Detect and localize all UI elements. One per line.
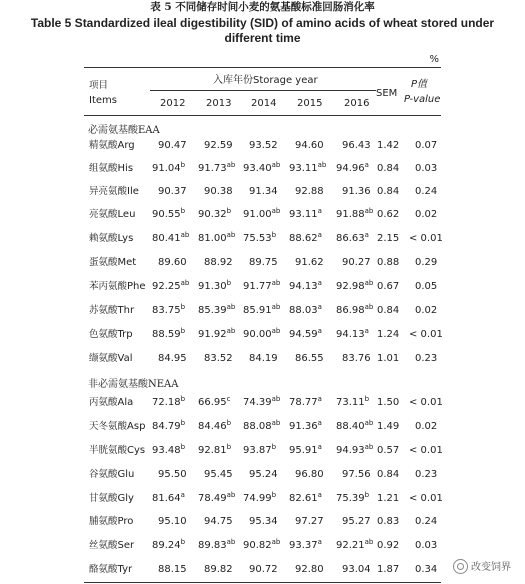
row-label-his: 组氨酸His [89, 163, 134, 174]
row-label-met: 蛋氨酸Met [89, 257, 137, 268]
sem-ser: 0.92 [377, 540, 400, 551]
value-asp-2012: 84.79$^b$ [152, 419, 186, 432]
p-value-ala: < 0.01 [409, 397, 443, 408]
value-tyr-2015: 92.80 [295, 564, 324, 575]
value-asp-2015: 91.36$^a$ [289, 419, 322, 432]
section-eaa: 必需氨基酸EAA [88, 125, 160, 136]
value-glu-2014: 95.24 [249, 469, 278, 480]
value-leu-2012: 90.55$^b$ [152, 207, 186, 220]
value-tyr-2012: 88.15 [158, 564, 187, 575]
p-value-pro: 0.24 [415, 516, 438, 527]
value-met-2013: 88.92 [204, 257, 233, 268]
value-phe-2013: 91.30$^b$ [198, 279, 232, 292]
value-met-2014: 89.75 [249, 257, 278, 268]
sem-his: 0.84 [377, 163, 400, 174]
unit-label: % [429, 54, 439, 65]
sem-lys: 2.15 [377, 233, 400, 244]
p-value-lys: < 0.01 [409, 233, 443, 244]
value-glu-2016: 97.56 [342, 469, 371, 480]
sem-ile: 0.84 [377, 186, 400, 197]
p-value-tyr: 0.34 [415, 564, 438, 575]
value-his-2014: 93.40$^{ab}$ [243, 161, 281, 174]
row-label-asp: 天冬氨酸Asp [89, 421, 146, 432]
value-cys-2014: 93.87$^b$ [243, 443, 277, 456]
p-value-glu: 0.23 [415, 469, 438, 480]
value-tyr-2013: 89.82 [204, 564, 233, 575]
header-year-2012: 2012 [160, 98, 186, 109]
value-trp-2015: 94.59$^a$ [289, 327, 322, 340]
value-thr-2014: 85.91$^{ab}$ [243, 303, 281, 316]
row-label-cys: 半胱氨酸Cys [89, 445, 146, 456]
value-lys-2012: 80.41$^{ab}$ [152, 231, 190, 244]
value-cys-2016: 94.93$^{ab}$ [336, 443, 374, 456]
sem-phe: 0.67 [377, 281, 400, 292]
value-ala-2016: 73.11$^b$ [336, 395, 370, 408]
value-pro-2012: 95.10 [158, 516, 187, 527]
value-ser-2014: 90.82$^{ab}$ [243, 538, 281, 551]
row-label-glu: 谷氨酸Glu [89, 469, 135, 480]
value-tyr-2016: 93.04 [342, 564, 371, 575]
value-thr-2016: 86.98$^{ab}$ [336, 303, 374, 316]
p-value-leu: 0.02 [415, 209, 438, 220]
value-leu-2013: 90.32$^b$ [198, 207, 232, 220]
value-cys-2015: 95.91$^a$ [289, 443, 322, 456]
value-cys-2012: 93.48$^b$ [152, 443, 186, 456]
header-year-2013: 2013 [206, 98, 232, 109]
value-asp-2016: 88.40$^{ab}$ [336, 419, 374, 432]
sem-met: 0.88 [377, 257, 400, 268]
p-value-ser: 0.03 [415, 540, 438, 551]
value-ser-2012: 89.24$^b$ [152, 538, 186, 551]
value-arg-2016: 96.43 [342, 140, 371, 151]
header-p-en: P-value [404, 94, 441, 105]
header-year-2014: 2014 [251, 98, 277, 109]
value-arg-2014: 93.52 [249, 140, 278, 151]
value-glu-2012: 95.50 [158, 469, 187, 480]
value-gly-2012: 81.64$^a$ [152, 491, 185, 504]
value-trp-2014: 90.00$^{ab}$ [243, 327, 281, 340]
table-title-cn: 表 5 不同储存时间小麦的氨基酸标准回肠消化率 [150, 1, 375, 13]
sem-cys: 0.57 [377, 445, 400, 456]
value-thr-2012: 83.75$^b$ [152, 303, 186, 316]
p-value-val: 0.23 [415, 353, 438, 364]
p-value-trp: < 0.01 [409, 329, 443, 340]
value-phe-2014: 91.77$^{ab}$ [243, 279, 281, 292]
header-year-2016: 2016 [344, 98, 370, 109]
value-ala-2012: 72.18$^b$ [152, 395, 186, 408]
value-cys-2013: 92.81$^b$ [198, 443, 232, 456]
row-label-val: 缬氨酸Val [89, 353, 133, 364]
row-label-leu: 亮氨酸Leu [89, 209, 136, 220]
row-label-tyr: 酪氨酸Tyr [89, 564, 133, 575]
value-trp-2012: 88.59$^b$ [152, 327, 186, 340]
value-glu-2015: 96.80 [295, 469, 324, 480]
watermark-text: 改变饲界 [471, 561, 511, 573]
value-met-2015: 91.62 [295, 257, 324, 268]
row-label-ser: 丝氨酸Ser [89, 540, 135, 551]
bottom-rule [84, 582, 441, 583]
value-leu-2014: 91.00$^{ab}$ [243, 207, 281, 220]
header-bottom-rule [84, 115, 441, 116]
value-pro-2013: 94.75 [204, 516, 233, 527]
section-neaa: 非必需氨基酸NEAA [88, 379, 179, 390]
value-ile-2016: 91.36 [342, 186, 371, 197]
value-ala-2014: 74.39$^{ab}$ [243, 395, 281, 408]
value-met-2016: 90.27 [342, 257, 371, 268]
value-tyr-2014: 90.72 [249, 564, 278, 575]
value-thr-2015: 88.03$^a$ [289, 303, 322, 316]
value-lys-2015: 88.62$^a$ [289, 231, 322, 244]
value-arg-2015: 94.60 [295, 140, 324, 151]
value-gly-2014: 74.99$^b$ [243, 491, 277, 504]
value-ile-2015: 92.88 [295, 186, 324, 197]
value-ser-2015: 93.37$^a$ [289, 538, 322, 551]
row-label-arg: 精氨酸Arg [89, 140, 135, 151]
value-asp-2013: 84.46$^b$ [198, 419, 232, 432]
value-gly-2016: 75.39$^b$ [336, 491, 370, 504]
row-label-lys: 赖氨酸Lys [89, 233, 134, 244]
p-value-phe: 0.05 [415, 281, 438, 292]
value-val-2012: 84.95 [158, 353, 187, 364]
value-phe-2015: 94.13$^a$ [289, 279, 322, 292]
value-ile-2014: 91.34 [249, 186, 278, 197]
value-leu-2015: 93.11$^a$ [289, 207, 322, 220]
value-gly-2013: 78.49$^{ab}$ [198, 491, 236, 504]
table-title-en: Table 5 Standardized ileal digestibility (SID) of amino acids of wheat stored under different time [30, 16, 495, 45]
value-his-2016: 94.96$^a$ [336, 161, 369, 174]
value-lys-2014: 75.53$^b$ [243, 231, 277, 244]
sem-ala: 1.50 [377, 397, 400, 408]
p-value-his: 0.03 [415, 163, 438, 174]
row-label-ala: 丙氨酸Ala [89, 397, 134, 408]
value-pro-2015: 97.27 [295, 516, 324, 527]
value-trp-2016: 94.13$^a$ [336, 327, 369, 340]
value-leu-2016: 91.88$^{ab}$ [336, 207, 374, 220]
p-value-met: 0.29 [415, 257, 438, 268]
value-ala-2015: 78.77$^a$ [289, 395, 322, 408]
watermark [453, 558, 511, 575]
value-gly-2015: 82.61$^a$ [289, 491, 322, 504]
sem-tyr: 1.87 [377, 564, 400, 575]
value-arg-2013: 92.59 [204, 140, 233, 151]
value-ile-2013: 90.38 [204, 186, 233, 197]
value-his-2013: 91.73$^{ab}$ [198, 161, 236, 174]
header-p-cn: P值 [411, 79, 428, 90]
p-value-thr: 0.02 [415, 305, 438, 316]
p-value-arg: 0.07 [415, 140, 438, 151]
header-storage-year: 入库年份Storage year [213, 75, 318, 86]
row-label-phe: 苯丙氨酸Phe [89, 281, 146, 292]
value-ala-2013: 66.95$^c$ [198, 395, 231, 408]
row-label-trp: 色氨酸Trp [89, 329, 133, 340]
value-val-2016: 83.76 [342, 353, 371, 364]
value-ile-2012: 90.37 [158, 186, 187, 197]
value-pro-2014: 95.34 [249, 516, 278, 527]
value-glu-2013: 95.45 [204, 469, 233, 480]
value-his-2015: 93.11$^{ab}$ [289, 161, 327, 174]
value-phe-2012: 92.25$^{ab}$ [152, 279, 190, 292]
header-year-2015: 2015 [297, 98, 323, 109]
value-lys-2016: 86.63$^a$ [336, 231, 369, 244]
value-thr-2013: 85.39$^{ab}$ [198, 303, 236, 316]
p-value-asp: 0.02 [415, 421, 438, 432]
sem-trp: 1.24 [377, 329, 400, 340]
header-sem: SEM [376, 88, 398, 99]
sem-val: 1.01 [377, 353, 400, 364]
value-val-2013: 83.52 [204, 353, 233, 364]
value-pro-2016: 95.27 [342, 516, 371, 527]
p-value-ile: 0.24 [415, 186, 438, 197]
value-val-2015: 86.55 [295, 353, 324, 364]
value-met-2012: 89.60 [158, 257, 187, 268]
value-lys-2013: 81.00$^{ab}$ [198, 231, 236, 244]
sem-leu: 0.62 [377, 209, 400, 220]
sem-arg: 1.42 [377, 140, 400, 151]
p-value-gly: < 0.01 [409, 493, 443, 504]
value-trp-2013: 91.92$^{ab}$ [198, 327, 236, 340]
row-label-gly: 甘氨酸Gly [89, 493, 134, 504]
row-label-pro: 脯氨酸Pro [89, 516, 134, 527]
header-item-cn: 项目 [89, 80, 109, 91]
value-his-2012: 91.04$^b$ [152, 161, 186, 174]
value-ser-2013: 89.83$^{ab}$ [198, 538, 236, 551]
row-label-thr: 苏氨酸Thr [89, 305, 135, 316]
value-val-2014: 84.19 [249, 353, 278, 364]
header-mid-rule [150, 90, 376, 91]
value-asp-2014: 88.08$^{ab}$ [243, 419, 281, 432]
value-arg-2012: 90.47 [158, 140, 187, 151]
sem-thr: 0.84 [377, 305, 400, 316]
value-phe-2016: 92.98$^{ab}$ [336, 279, 374, 292]
sem-asp: 1.49 [377, 421, 400, 432]
header-item-en: Items [89, 95, 117, 106]
p-value-cys: < 0.01 [409, 445, 443, 456]
top-rule [84, 67, 441, 68]
sem-pro: 0.83 [377, 516, 400, 527]
value-ser-2016: 92.21$^{ab}$ [336, 538, 374, 551]
sem-gly: 1.21 [377, 493, 400, 504]
wechat-logo-icon [453, 559, 468, 574]
row-label-ile: 异亮氨酸Ile [89, 186, 139, 197]
sem-glu: 0.84 [377, 469, 400, 480]
